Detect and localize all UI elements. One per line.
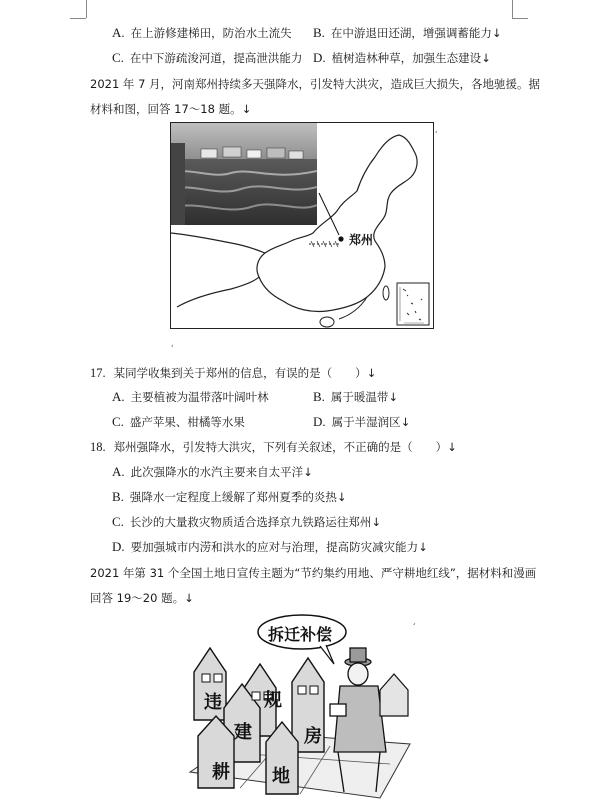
cartoon-char-geng: 耕 bbox=[212, 762, 230, 783]
speech-bubble-text: 拆迁补偿 bbox=[268, 625, 333, 644]
question-number: 18. bbox=[90, 440, 106, 454]
hainan-island bbox=[320, 317, 334, 327]
cartoon-char-fang: 房 bbox=[304, 726, 322, 747]
figure-below-mark: ¸ bbox=[170, 338, 175, 348]
option-letter: B. bbox=[313, 389, 325, 404]
pointer-line bbox=[319, 193, 339, 235]
crop-mark-left bbox=[86, 0, 87, 18]
zhengzhou-marker bbox=[338, 236, 343, 241]
option-letter: D. bbox=[313, 414, 326, 429]
q17-option-d bbox=[313, 414, 410, 430]
option-letter: C. bbox=[112, 414, 124, 429]
option-text: 强降水一定程度上缓解了郑州夏季的炎热↓ bbox=[129, 490, 347, 504]
option-letter: C. bbox=[112, 50, 124, 65]
q18-option-c bbox=[112, 514, 381, 530]
q18-option-a bbox=[112, 464, 313, 480]
q17-option-a bbox=[112, 389, 269, 405]
cartoon-corner-mark: ¸ bbox=[412, 616, 417, 626]
cartoon-char-gui: 规 bbox=[264, 690, 282, 711]
option-letter: D. bbox=[112, 539, 125, 554]
material-2-line-1: 2021 年第 31 个全国土地日宣传主题为“节约集约用地、严守耕地红线”，据材料和漫画 bbox=[90, 566, 537, 580]
crop-mark-right-h bbox=[512, 18, 528, 19]
material-2-line-2: 回答 19～20 题。↓ bbox=[90, 591, 194, 605]
q17-stem bbox=[90, 365, 376, 381]
option-text: 植树造林种草，加强生态建设↓ bbox=[331, 51, 491, 65]
taiwan-island bbox=[383, 286, 389, 300]
option-text: 要加强城市内涝和洪水的应对与治理，提高防灾减灾能力↓ bbox=[130, 540, 428, 554]
figure-corner-mark: ¸ bbox=[434, 124, 439, 134]
option-text: 盛产苹果、柑橘等水果 bbox=[129, 415, 245, 429]
option-letter: B. bbox=[313, 25, 325, 40]
crop-mark-right bbox=[512, 0, 513, 18]
cartoon-char-jian: 建 bbox=[234, 722, 252, 743]
option-text: 在中下游疏浚河道，提高泄洪能力 bbox=[129, 51, 303, 65]
question-text: 郑州强降水，引发特大洪灾，下列有关叙述，不正确的是（ ）↓ bbox=[113, 440, 457, 454]
option-letter: B. bbox=[112, 489, 124, 504]
west-outline bbox=[171, 233, 265, 307]
zhengzhou-flood-map-figure bbox=[170, 122, 434, 329]
material-1-line-2: 材料和图，回答 17～18 题。↓ bbox=[90, 102, 252, 116]
q16-option-a bbox=[112, 25, 292, 41]
flood-photo-art bbox=[171, 123, 317, 225]
question-text: 某同学收集到关于郑州的信息，有误的是（ ）↓ bbox=[113, 366, 377, 380]
option-text: 属于暖温带↓ bbox=[330, 390, 399, 404]
q16-option-b bbox=[313, 25, 502, 41]
crop-mark-left-h bbox=[70, 18, 86, 19]
option-letter: A. bbox=[112, 464, 125, 479]
cartoon-char-wei: 违 bbox=[204, 692, 222, 713]
option-letter: D. bbox=[313, 50, 326, 65]
zhengzhou-label: 郑州 bbox=[349, 233, 374, 247]
option-text: 此次强降水的水汽主要来自太平洋↓ bbox=[130, 465, 313, 479]
option-text: 属于半湿润区↓ bbox=[331, 415, 411, 429]
option-letter: A. bbox=[112, 389, 125, 404]
material-1-line-1: 2021 年 7 月，河南郑州持续多天强降水，引发特大洪灾，造成巨大损失，各地驰援。据 bbox=[90, 77, 541, 91]
option-text: 主要植被为温带落叶阔叶林 bbox=[130, 390, 269, 404]
cartoon-char-di: 地 bbox=[272, 766, 290, 787]
q18-stem bbox=[90, 439, 457, 455]
q18-option-b bbox=[112, 489, 347, 505]
q17-option-c bbox=[112, 414, 245, 430]
option-text: 在上游修建梯田，防治水土流失 bbox=[130, 26, 292, 40]
option-letter: A. bbox=[112, 25, 125, 40]
flood-photo bbox=[171, 123, 317, 225]
q18-option-d bbox=[112, 539, 428, 555]
option-letter: C. bbox=[112, 514, 124, 529]
land-cartoon bbox=[180, 612, 420, 802]
option-text: 长沙的大量救灾物质适合选择京九铁路运往郑州↓ bbox=[129, 515, 382, 529]
q16-option-d bbox=[313, 50, 491, 66]
q16-option-c bbox=[112, 50, 302, 66]
option-text: 在中游退田还湖，增强调蓄能力↓ bbox=[330, 26, 502, 40]
question-number: 17. bbox=[90, 366, 106, 380]
q17-option-b bbox=[313, 389, 398, 405]
